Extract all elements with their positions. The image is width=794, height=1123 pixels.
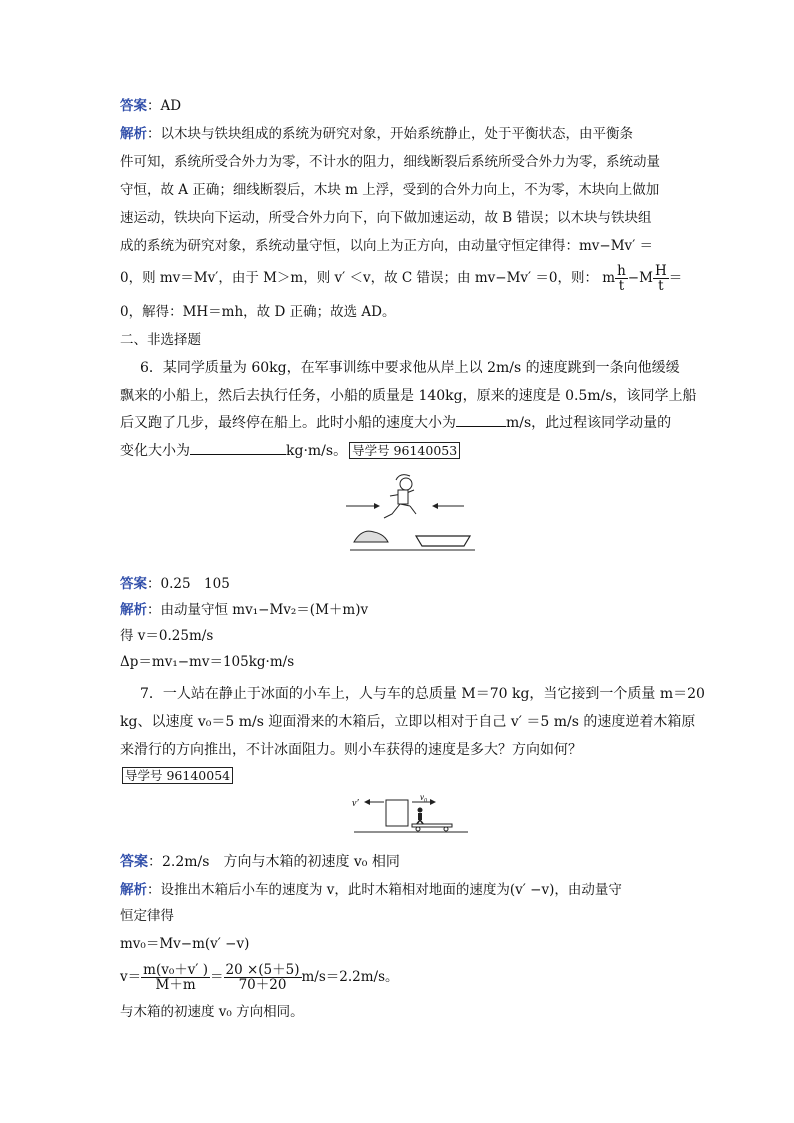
arrow-left-icon (432, 503, 464, 509)
answer-value: ：2.2m/s 方向与木箱的初速度 v₀ 相同 (148, 854, 400, 870)
answer-label: 答案 (120, 576, 147, 592)
fraction-H-t (653, 264, 669, 293)
blank-2[interactable] (190, 440, 286, 455)
answer-label: 答案 (120, 98, 147, 114)
q7-formula (120, 960, 399, 994)
stem-text: 后又跑了几步，最终停在船上。此时小船的速度大小为 (120, 415, 456, 431)
guide-code-box: 导学号 96140054 (122, 767, 233, 784)
stem-text: 变化大小为 (120, 443, 190, 459)
q6-stem-line-4 (120, 440, 460, 461)
q7-explain-line-2: 恒定律得 (120, 908, 174, 924)
q7-stem-line-1: 7．一人站在静止于冰面的小车上，人与车的总质量 M＝70 kg，当它接到一个质量 m＝20 (140, 686, 705, 702)
q5-explain-line-1 (120, 124, 633, 144)
answer-label: 答案 (120, 854, 148, 870)
explain-text: ：由动量守恒 mv₁−Mv₂＝(M＋m)v (147, 602, 369, 618)
q7-explain-line-3: mv₀＝Mv−m(v′ −v) (120, 936, 250, 952)
q6-answer (120, 574, 230, 594)
explain-text: 0，则 mv＝Mv′，由于 M＞m，则 v′ ＜v，故 C 错误；由 mv−Mv′ ＝0，则： (120, 270, 598, 286)
frac-num: H (654, 263, 667, 279)
q5-answer (120, 96, 181, 116)
explain-text: ：以木块与铁块组成的系统为研究对象，开始系统静止，处于平衡状态，由平衡条 (147, 126, 633, 142)
wooden-box-icon (386, 800, 408, 826)
q6-stem-line-1: 6．某同学质量为 60kg，在军事训练中要求他从岸上以 2m/s 的速度跳到一条向他缓缓 (140, 360, 680, 376)
q7-guide (120, 766, 233, 786)
q6-explain-line-3: Δp＝mv₁−mv＝105kg·m/s (120, 654, 295, 670)
explain-label: 解析 (120, 126, 147, 142)
answer-value: ：AD (147, 98, 182, 114)
q5-explain-line-5: 成的系统为研究对象，系统动量守恒，以向上为正方向，由动量守恒定律得：mv−Mv′ ＝ (120, 238, 654, 254)
q7-answer (120, 852, 400, 872)
q5-explain-line-7: 0，解得：MH＝mh，故 D 正确；故选 AD。 (120, 304, 396, 320)
q7-explain (120, 880, 622, 900)
fraction-1 (141, 963, 210, 992)
q5-explain-line-3: 守恒，故 A 正确；细线断裂后，木块 m 上浮，受到的合外力向上，不为零，木块向上做加 (120, 182, 660, 198)
shore-icon (354, 531, 388, 542)
fraction-expression (602, 264, 682, 293)
q7-stem-line-2: kg、以速度 v₀＝5 m/s 迎面滑来的木箱后，立即以相对于自己 v′ ＝5 m/s 的速度逆着木箱原 (120, 714, 696, 730)
cart-icon (412, 824, 452, 831)
frac-den: M＋m (155, 977, 196, 993)
jump-figure (340, 470, 485, 560)
stem-text: kg·m/s。 (286, 443, 348, 459)
explain-label: 解析 (120, 882, 147, 898)
expr-minus-M: −M (627, 270, 653, 286)
boat-icon (416, 536, 470, 546)
fraction-h-t (615, 264, 628, 293)
q7-stem-line-3: 来滑行的方向推出，不计冰面阻力。则小车获得的速度是多大？方向如何？ (120, 742, 582, 758)
q5-explain-line-4: 速运动，铁块向下运动，所受合外力向下，向下做加速运动，故 B 错误；以木块与铁块组 (120, 210, 652, 226)
blank-1[interactable] (456, 412, 506, 427)
q6-stem-line-3 (120, 412, 671, 433)
q5-explain-line-2: 件可知，系统所受合外力为零，不计水的阻力，细线断裂后系统所受合外力为零，系统动量 (120, 154, 660, 170)
q6-stem-line-2: 飘来的小船上，然后去执行任务，小船的质量是 140kg，原来的速度是 0.5m/s，该同学上船 (120, 388, 697, 404)
frac-den: t (658, 278, 664, 294)
frac-num: 20 ×(5＋5) (225, 962, 300, 978)
answer-value: ：0.25 105 (147, 576, 230, 592)
explain-text: ：设推出木箱后小车的速度为 v，此时木箱相对地面的速度为(v′ −v)，由动量守 (147, 882, 622, 898)
formula-lhs: v＝ (120, 969, 142, 985)
q5-explain-line-6 (120, 264, 682, 293)
guide-code-box: 导学号 96140053 (349, 442, 460, 459)
q6-explain-line-2: 得 v＝0.25m/s (120, 628, 214, 644)
vprime-label: v′ (352, 798, 359, 809)
frac-den: 70＋20 (238, 977, 287, 993)
boy-icon (384, 475, 416, 518)
formula-eq: ＝ (210, 969, 224, 985)
stem-text: m/s，此过程该同学动量的 (506, 415, 672, 431)
fraction-2 (224, 963, 302, 992)
q6-explain (120, 600, 368, 620)
frac-den: t (618, 278, 625, 294)
formula-tail: m/s＝2.2m/s。 (301, 969, 399, 985)
person-icon (416, 808, 424, 826)
v0-label: v₀ (420, 792, 428, 802)
q7-conclusion: 与木箱的初速度 v₀ 方向相同。 (120, 1004, 304, 1020)
frac-num: h (617, 263, 626, 279)
frac-num: m(v₀＋v′ ) (143, 962, 208, 978)
cart-box-figure (350, 792, 480, 838)
expr-eq: ＝ (668, 270, 683, 286)
arrow-left-icon (364, 799, 384, 805)
arrow-right-icon (346, 503, 380, 509)
expr-m: m (602, 270, 616, 286)
explain-label: 解析 (120, 602, 147, 618)
section-title: 二、非选择题 (120, 332, 201, 348)
